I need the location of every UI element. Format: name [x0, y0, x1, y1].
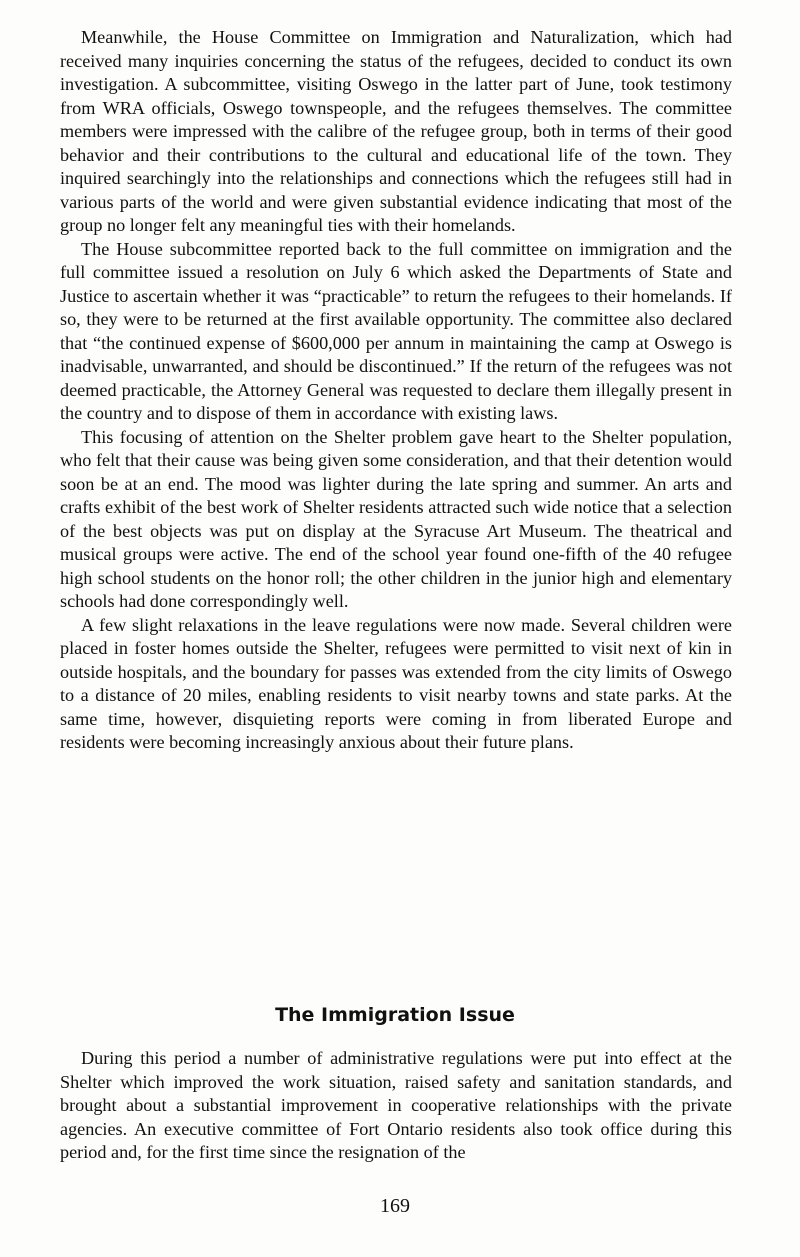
section-body-text [60, 1047, 732, 1165]
paragraph-shelter-mood: This focusing of attention on the Shelter problem gave heart to the Shelter population, who felt that their cause was being given some consideration, and that their detention would soon be at an end. The mood was lighter during the late spring and summer. An arts and crafts exhibit of the best work of Shelter residents attracted such wide notice that a selection of the best objects was put on display at the Syracuse Art Museum. The theatrical and musical groups were active. The end of the school year found one-fifth of the 40 refugee high school students on the honor roll; the other children in the junior high and elementary schools had done correspondingly well. [60, 426, 732, 611]
paragraph-subcommittee-report: The House subcommittee reported back to the full committee on immigration and the full committee issued a resolution on July 6 which asked the Departments of State and Justice to ascertain whether it was “practicable” to return the refugees to their homelands. If so, they were to be returned at the first available opportunity. The committee also declared that “the continued expense of $600,000 per annum in maintaining the camp at Oswego is inadvisable, unwarranted, and should be discontinued.” If the return of the refugees was not deemed practicable, the Attorney General was requested to declare them illegally present in the country and to dispose of them in accordance with existing laws. [60, 238, 732, 423]
paragraph-leave-regulations: A few slight relaxations in the leave regulations were now made. Several children were placed in foster homes outside the Shelter, refugees were permitted to visit next of kin in outside hospitals, and the boundary for passes was extended from the city limits of Oswego to a distance of 20 miles, enabling residents to visit nearby towns and state parks. At the same time, however, disquieting reports were coming in from liberated Europe and residents were becoming increasingly anxious about their future plans. [60, 614, 732, 752]
paragraph-house-committee: Meanwhile, the House Committee on Immigration and Naturalization, which had received many inquiries concerning the status of the refugees, decided to conduct its own investigation. A subcommittee, visiting Oswego in the latter part of June, took testimony from WRA officials, Oswego townspeople, and the refugees themselves. The committee members were impressed with the calibre of the refugee group, both in terms of their good behavior and their contributions to the cultural and educational life of the town. They inquired searchingly into the relationships and connections which the refugees still had in various parts of the world and were given substantial evidence indicating that most of the group no longer felt any meaningful ties with their homelands. [60, 27, 732, 235]
page-number: 169 [380, 1195, 410, 1217]
section-heading: The Immigration Issue [275, 1004, 515, 1026]
body-text [60, 26, 732, 755]
paragraph-administrative-regulations: During this period a number of administrative regulations were put into effect at the Shelter which improved the work situation, raised safety and sanitation standards, and brought about a substantial improvement in cooperative relationships with the private agencies. An executive committee of Fort Ontario residents also took office during this period and, for the first time since the resignation of the [60, 1048, 732, 1162]
